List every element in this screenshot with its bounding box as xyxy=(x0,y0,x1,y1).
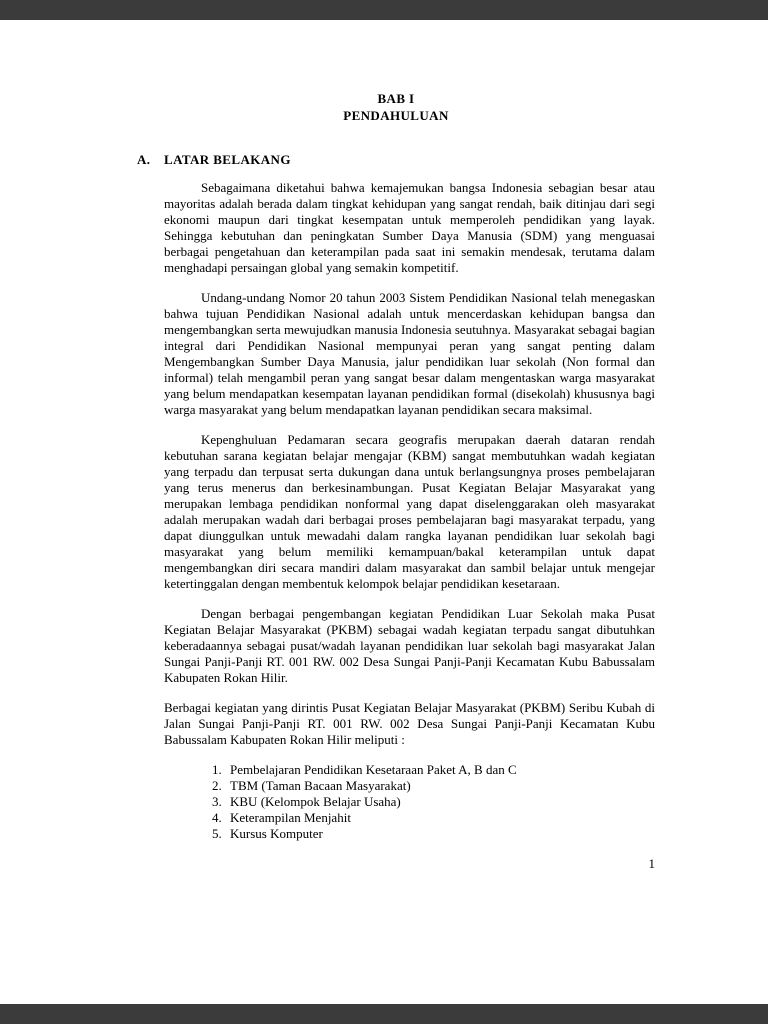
section-title: LATAR BELAKANG xyxy=(164,152,291,167)
list-item-text: TBM (Taman Bacaan Masyarakat) xyxy=(230,778,411,793)
page-number: 1 xyxy=(648,856,655,871)
chapter-title-line2: PENDAHULUAN xyxy=(343,108,449,123)
list-item-number: 1. xyxy=(212,762,222,777)
chapter-title xyxy=(137,90,655,124)
list-item-number: 4. xyxy=(212,810,222,825)
section-heading xyxy=(137,152,655,168)
list-item-number: 3. xyxy=(212,794,222,809)
paragraph-5: Berbagai kegiatan yang dirintis Pusat Kegiatan Belajar Masyarakat (PKBM) Seribu Kubah di Jalan Sungai Panji-Panji RT. 001 RW. 002 Desa Sungai Panji-Panji Kecamatan Kubu Babussalam Kabupaten Rokan Hilir meliputi : xyxy=(164,700,655,747)
paragraph-4: Dengan berbagai pengembangan kegiatan Pendidikan Luar Sekolah maka Pusat Kegiatan Belajar Masyarakat (PKBM) sebagai wadah kegiatan terpadu sangat dibutuhkan keberadaannya sebagai pusat/wadah layanan pendidikan luar sekolah bagi masyarakat Jalan Sungai Panji-Panji RT. 001 RW. 002 Desa Sungai Panji-Panji Kecamatan Kubu Babussalam Kabupaten Rokan Hilir. xyxy=(164,606,655,685)
list-item-text: Keterampilan Menjahit xyxy=(230,810,351,825)
activities-list xyxy=(212,762,655,842)
paragraph-1: Sebagaimana diketahui bahwa kemajemukan bangsa Indonesia sebagian besar atau mayoritas adalah berada dalam tingkat kehidupan yang sangat rendah, baik ditinjau dari segi ekonomi maupun dari tingkat kesempatan untuk memperoleh pendidikan yang layak. Sehingga kebutuhan dan peningkatan Sumber Daya Manusia (SDM) yang menguasai berbagai pengetahuan dan keterampilan pada saat ini semakin mendesak, terutama dalam menghadapi persaingan global yang semakin kompetitif. xyxy=(164,180,655,275)
paragraph-3: Kepenghuluan Pedamaran secara geografis merupakan daerah dataran rendah kebutuhan sarana kegiatan belajar mengajar (KBM) sangat membutuhkan wadah kegiatan yang terpadu dan terpusat serta dukungan dana untuk berlangsungnya proses pembelajaran yang terus menerus dan berkesinambungan. Pusat Kegiatan Belajar Masyarakat yang merupakan lembaga pendidikan nonformal yang dapat diselenggarakan oleh masyarakat adalah merupakan wadah dari berbagai proses pembelajaran bagi masyarakat terpadu, yang dapat diunggulkan untuk mewadahi dalam rangka layanan pendidikan luar sekolah bagi masyarakat yang belum memiliki kemampuan/bakal keterampilan untuk dapat mengembangkan diri secara mandiri dalam masyarakat dan sambil belajar untuk mengejar ketertinggalan dengan membentuk kelompok belajar pendidikan kesetaraan. xyxy=(164,432,655,591)
list-item-number: 5. xyxy=(212,826,222,841)
list-item xyxy=(212,762,655,778)
chapter-title-line1: BAB I xyxy=(377,91,415,106)
list-item-text: Kursus Komputer xyxy=(230,826,323,841)
list-item xyxy=(212,778,655,794)
list-item xyxy=(212,794,655,810)
list-item-text: KBU (Kelompok Belajar Usaha) xyxy=(230,794,401,809)
page-content xyxy=(137,90,655,872)
paragraph-2: Undang-undang Nomor 20 tahun 2003 Sistem Pendidikan Nasional telah menegaskan bahwa tujuan Pendidikan Nasional adalah untuk mencerdaskan kehidupan bangsa dan mengembangkan serta mewujudkan manusia Indonesia seutuhnya. Masyarakat sebagai bagian integral dari Pendidikan Nasional mempunyai peran yang sangat penting dalam Mengembangkan Sumber Daya Manusia, jalur pendidikan luar sekolah (Non formal dan informal) telah mengambil peran yang sangat besar dalam mengentaskan warga masyarakat yang belum mendapatkan kesempatan layanan pendidikan formal (disekolah) khususnya bagi warga masyarakat yang belum mendapatkan layanan pendidikan secara maksimal. xyxy=(164,290,655,417)
list-item xyxy=(212,810,655,826)
list-item-number: 2. xyxy=(212,778,222,793)
section-label: A. xyxy=(137,152,151,167)
list-item-text: Pembelajaran Pendidikan Kesetaraan Paket A, B dan C xyxy=(230,762,517,777)
document-page xyxy=(0,20,768,1004)
list-item xyxy=(212,826,655,842)
